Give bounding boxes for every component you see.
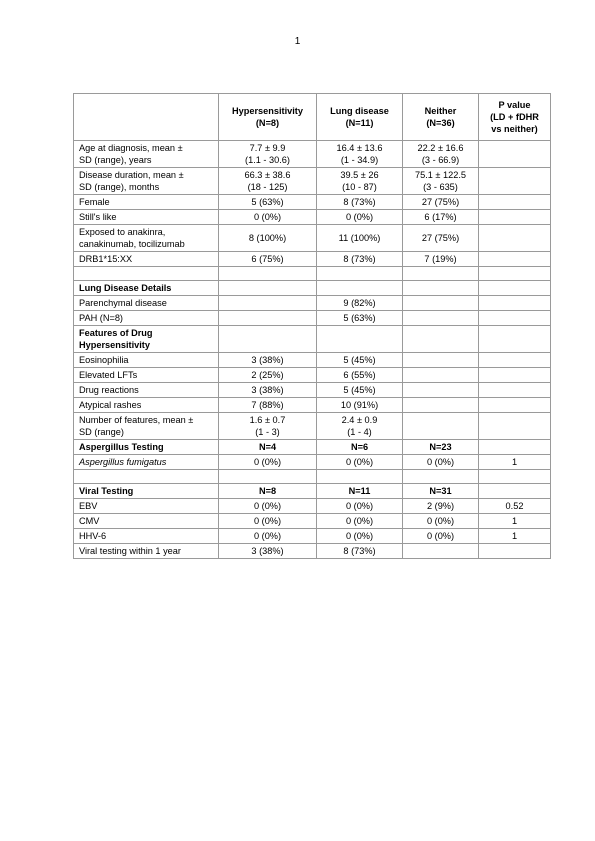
- table-cell: [403, 383, 479, 398]
- table-cell: 1: [479, 514, 551, 529]
- row-label: Viral Testing: [74, 484, 219, 499]
- table-row: [74, 368, 551, 383]
- spacer-row: [74, 470, 551, 484]
- table-cell: [403, 326, 479, 353]
- table-cell: 0.52: [479, 499, 551, 514]
- table-cell: [479, 267, 551, 281]
- table-cell: [403, 470, 479, 484]
- table-cell: [479, 326, 551, 353]
- row-label: Age at diagnosis, mean ± SD (range), years: [74, 141, 219, 168]
- table-cell: [219, 281, 317, 296]
- table-cell: 5 (45%): [317, 383, 403, 398]
- table-cell: 3 (38%): [219, 383, 317, 398]
- table-cell: 2 (25%): [219, 368, 317, 383]
- table-row: [74, 413, 551, 440]
- page-number: 1: [294, 36, 301, 47]
- section-row: [74, 281, 551, 296]
- row-label: Atypical rashes: [74, 398, 219, 413]
- table-row: [74, 296, 551, 311]
- table-cell: 27 (75%): [403, 195, 479, 210]
- column-header-0: [74, 94, 219, 141]
- row-label: Lung Disease Details: [74, 281, 219, 296]
- table-cell: 0 (0%): [219, 514, 317, 529]
- table-cell: N=23: [403, 440, 479, 455]
- table-cell: 0 (0%): [403, 529, 479, 544]
- table-row: [74, 499, 551, 514]
- table-cell: [479, 353, 551, 368]
- table-cell: 0 (0%): [219, 529, 317, 544]
- table-cell: 5 (45%): [317, 353, 403, 368]
- table-cell: [219, 470, 317, 484]
- row-label: Parenchymal disease: [74, 296, 219, 311]
- column-header-3: Neither (N=36): [403, 94, 479, 141]
- table-cell: 8 (73%): [317, 195, 403, 210]
- table-row: [74, 544, 551, 559]
- table-cell: 16.4 ± 13.6 (1 - 34.9): [317, 141, 403, 168]
- row-label: DRB1*15:XX: [74, 252, 219, 267]
- table-cell: [219, 326, 317, 353]
- row-label: Exposed to anakinra, canakinumab, tocilizumab: [74, 225, 219, 252]
- table-cell: 0 (0%): [317, 210, 403, 225]
- table-cell: [479, 311, 551, 326]
- table-cell: 0 (0%): [219, 499, 317, 514]
- table-cell: 7.7 ± 9.9 (1.1 - 30.6): [219, 141, 317, 168]
- table-cell: [403, 398, 479, 413]
- table-cell: [479, 368, 551, 383]
- table-cell: 6 (75%): [219, 252, 317, 267]
- table-cell: [479, 544, 551, 559]
- table-row: [74, 455, 551, 470]
- table-cell: 39.5 ± 26 (10 - 87): [317, 168, 403, 195]
- column-header-1: Hypersensitivity (N=8): [219, 94, 317, 141]
- row-label: Features of Drug Hypersensitivity: [74, 326, 219, 353]
- section-row: [74, 484, 551, 499]
- table-cell: [219, 267, 317, 281]
- row-label: Drug reactions: [74, 383, 219, 398]
- row-label: CMV: [74, 514, 219, 529]
- table-row: [74, 252, 551, 267]
- table-cell: 22.2 ± 16.6 (3 - 66.9): [403, 141, 479, 168]
- table-cell: [317, 267, 403, 281]
- table-cell: [219, 296, 317, 311]
- table-cell: 0 (0%): [317, 499, 403, 514]
- table-cell: [479, 296, 551, 311]
- table-cell: [403, 281, 479, 296]
- table-cell: [479, 440, 551, 455]
- table-cell: 8 (100%): [219, 225, 317, 252]
- table-cell: 1.6 ± 0.7 (1 - 3): [219, 413, 317, 440]
- table-cell: [479, 413, 551, 440]
- table-row: [74, 514, 551, 529]
- table-cell: 11 (100%): [317, 225, 403, 252]
- table-cell: 0 (0%): [219, 210, 317, 225]
- table-cell: [479, 195, 551, 210]
- table-row: [74, 168, 551, 195]
- table-cell: 3 (38%): [219, 353, 317, 368]
- column-header-2: Lung disease (N=11): [317, 94, 403, 141]
- table-cell: 1: [479, 529, 551, 544]
- table-cell: N=6: [317, 440, 403, 455]
- row-label: Viral testing within 1 year: [74, 544, 219, 559]
- table-cell: 8 (73%): [317, 544, 403, 559]
- table-row: [74, 383, 551, 398]
- table-cell: [479, 252, 551, 267]
- table-cell: N=4: [219, 440, 317, 455]
- table-cell: 0 (0%): [403, 455, 479, 470]
- table-row: [74, 398, 551, 413]
- row-label: Female: [74, 195, 219, 210]
- row-label: EBV: [74, 499, 219, 514]
- table-cell: 7 (88%): [219, 398, 317, 413]
- row-label: Elevated LFTs: [74, 368, 219, 383]
- section-row: [74, 440, 551, 455]
- table-cell: 5 (63%): [317, 311, 403, 326]
- table-cell: 3 (38%): [219, 544, 317, 559]
- table-cell: [403, 296, 479, 311]
- table-cell: [317, 281, 403, 296]
- table-cell: 6 (55%): [317, 368, 403, 383]
- row-label: Number of features, mean ± SD (range): [74, 413, 219, 440]
- table-body: [74, 141, 551, 559]
- table-cell: 6 (17%): [403, 210, 479, 225]
- table-cell: [479, 470, 551, 484]
- table-cell: [479, 484, 551, 499]
- table-cell: [317, 470, 403, 484]
- table-cell: 66.3 ± 38.6 (18 - 125): [219, 168, 317, 195]
- row-label: PAH (N=8): [74, 311, 219, 326]
- table-cell: 5 (63%): [219, 195, 317, 210]
- table-cell: 0 (0%): [219, 455, 317, 470]
- table-cell: [479, 281, 551, 296]
- table-cell: 9 (82%): [317, 296, 403, 311]
- table-cell: [479, 383, 551, 398]
- table-cell: 10 (91%): [317, 398, 403, 413]
- table-cell: N=31: [403, 484, 479, 499]
- table-row: [74, 195, 551, 210]
- row-label: Eosinophilia: [74, 353, 219, 368]
- table-cell: 2.4 ± 0.9 (1 - 4): [317, 413, 403, 440]
- table-cell: [403, 267, 479, 281]
- row-label: Still's like: [74, 210, 219, 225]
- table-cell: 0 (0%): [317, 455, 403, 470]
- table-cell: [479, 210, 551, 225]
- table-cell: [403, 413, 479, 440]
- table-row: [74, 141, 551, 168]
- data-table: [73, 93, 551, 559]
- table-cell: [479, 141, 551, 168]
- table-cell: 2 (9%): [403, 499, 479, 514]
- spacer-row: [74, 267, 551, 281]
- table-cell: 0 (0%): [403, 514, 479, 529]
- table-cell: [403, 311, 479, 326]
- table-cell: [479, 168, 551, 195]
- table-cell: N=8: [219, 484, 317, 499]
- table-cell: 7 (19%): [403, 252, 479, 267]
- row-label: HHV-6: [74, 529, 219, 544]
- header-row: [74, 94, 551, 141]
- table-cell: [403, 368, 479, 383]
- table-header: [74, 94, 551, 141]
- row-label: [74, 267, 219, 281]
- table-cell: 0 (0%): [317, 514, 403, 529]
- column-header-4: P value (LD + fDHR vs neither): [479, 94, 551, 141]
- row-label: [74, 470, 219, 484]
- table-cell: 27 (75%): [403, 225, 479, 252]
- table-row: [74, 311, 551, 326]
- row-label: Disease duration, mean ± SD (range), months: [74, 168, 219, 195]
- table-cell: [479, 398, 551, 413]
- table-cell: 75.1 ± 122.5 (3 - 635): [403, 168, 479, 195]
- row-label: Aspergillus Testing: [74, 440, 219, 455]
- table-cell: 1: [479, 455, 551, 470]
- table-row: [74, 210, 551, 225]
- row-label: Aspergillus fumigatus: [74, 455, 219, 470]
- table-cell: N=11: [317, 484, 403, 499]
- table-row: [74, 353, 551, 368]
- table-cell: [219, 311, 317, 326]
- table-cell: 0 (0%): [317, 529, 403, 544]
- section-row: [74, 326, 551, 353]
- table-row: [74, 225, 551, 252]
- table-cell: 8 (73%): [317, 252, 403, 267]
- table-cell: [403, 544, 479, 559]
- table-cell: [479, 225, 551, 252]
- table-row: [74, 529, 551, 544]
- table-cell: [403, 353, 479, 368]
- table-cell: [317, 326, 403, 353]
